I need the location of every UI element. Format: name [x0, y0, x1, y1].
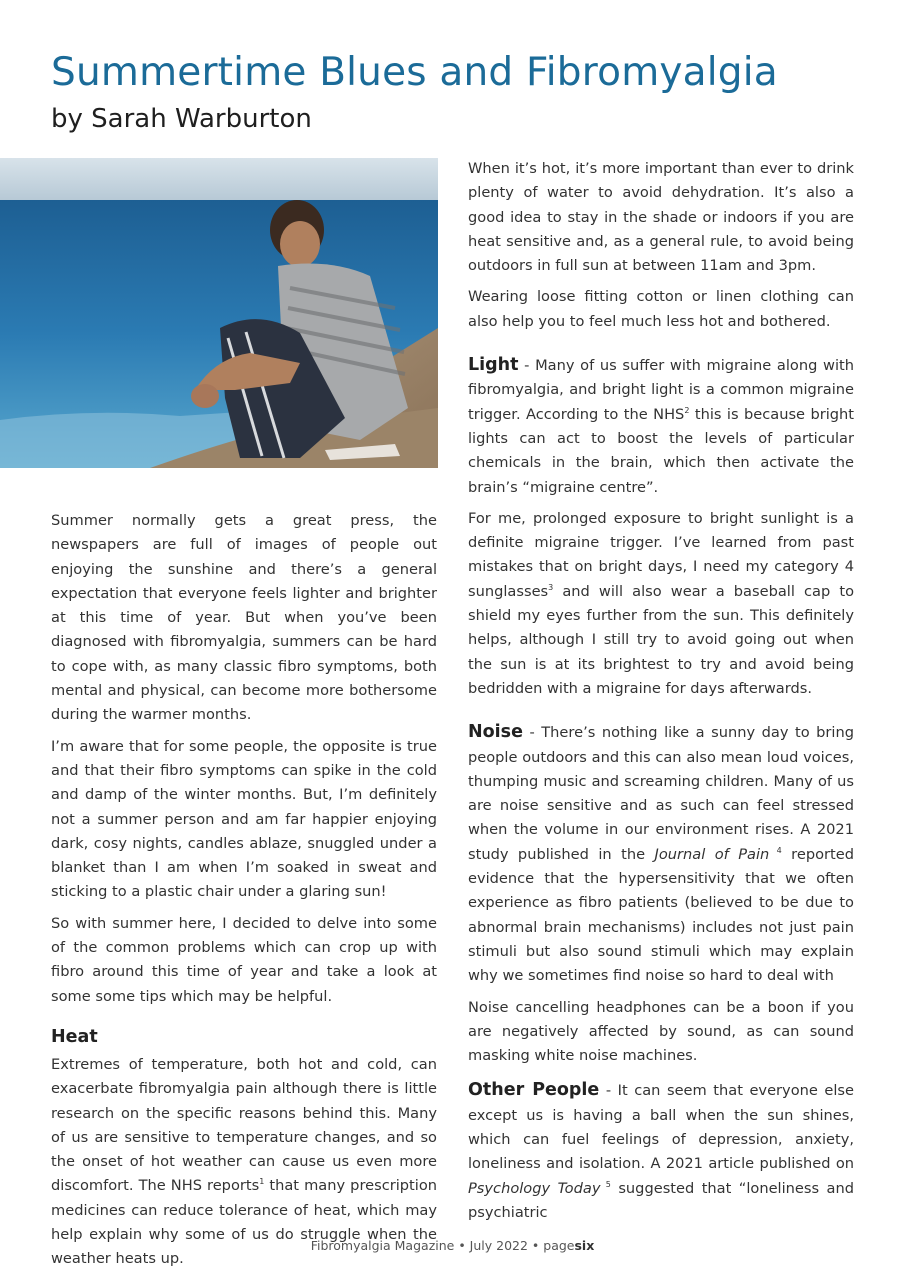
- issue-date: July 2022: [469, 1238, 528, 1253]
- intro-paragraph-1: Summer normally gets a great press, the newspapers are full of images of people out enjoying the sunshine and there’s a general expectation that everyone feels lighter and brighter at this time of year. But when you’ve been diagnosed with fibromyalgia, summers can be hard to cope with, as many classic fibro symptoms, both mental and physical, can become more bothersome during the warmer months.: [51, 512, 437, 724]
- heat-paragraph-2: When it’s hot, it’s more important than ever to drink plenty of water to avoid dehydration. It’s also a good idea to stay in the shade or indoors if you are heat sensitive and, as a general rule, to avoid being outdoors in full sun at between 11am and 3pm.: [468, 160, 854, 275]
- heat-paragraph-1: Extremes of temperature, both hot and cold, can exacerbate fibromyalgia pain although there is little research on the specific reasons behind this. Many of us are sensitive to temperature changes, and so the onset of hot weather can cause us even more discomfort. The NHS reports$^1$ that many prescription medicines can reduce tolerance of heat, which may help explain why some of us do struggle when the weather heats up.: [51, 1055, 438, 1268]
- beach-photo: [0, 158, 438, 468]
- page-footer: Fibromyalgia Magazine • July 2022 • pagesix: [310, 1238, 595, 1253]
- noise-paragraph-2: Noise cancelling headphones can be a boon if you are negatively affected by sound, as can sound masking white noise machines.: [468, 998, 854, 1065]
- noise-heading: Noise: [468, 722, 523, 743]
- footnote-ref: 5: [600, 1179, 611, 1189]
- footnote-ref: 4: [769, 845, 782, 855]
- footnote-ref: 2: [684, 405, 690, 415]
- article-byline: by Sarah Warburton: [51, 104, 312, 134]
- footnote-ref: 3: [548, 582, 554, 592]
- heat-paragraph-3: Wearing loose fitting cotton or linen clothing can also help you to feel much less hot and bothered.: [468, 288, 854, 330]
- article-title: Summertime Blues and Fibromyalgia: [51, 50, 778, 95]
- right-column: [468, 157, 854, 1232]
- intro-paragraph-3: So with summer here, I decided to delve into some of the common problems which can crop up with fibro around this time of year and take a look at some some tips which may be helpful.: [51, 914, 437, 1005]
- light-heading: Light: [468, 355, 519, 376]
- left-column: [51, 509, 437, 1279]
- other-people-paragraph: Other People - It can seem that everyone else except us is having a ball when the sun shines, which can fuel feelings of depression, anxiety, loneliness and isolation. A 2021 article published on Psychology Today $^5$ suggested that “loneliness and psychiatric: [468, 1080, 854, 1221]
- noise-paragraph-1: Noise - There’s nothing like a sunny day to bring people outdoors and this can also mean loud voices, thumping music and screaming children. Many of us are noise sensitive and as such can feel stressed when the volume in our environment rises. A 2021 study published in the Journal of Pain $^4$ reported evidence that the hypersensitivity that we often experience as fibro patients (believed to be due to abnormal brain mechanisms) includes not just pain stimuli but also sound stimuli which may explain why we sometimes find noise so hard to deal with: [468, 722, 854, 985]
- light-paragraph-2: For me, prolonged exposure to bright sunlight is a definite migraine trigger. I’ve learned from past mistakes that on bright days, I need my category 4 sunglasses$^3$ and will also wear a baseball cap to shield my eyes further from the sun. This definitely helps, although I still try to avoid going out when the sun is at its brightest to try and avoid being bedridden with a migraine for days afterwards.: [468, 509, 854, 697]
- page-number: six: [574, 1238, 595, 1253]
- intro-paragraph-2: I’m aware that for some people, the opposite is true and that their fibro symptoms can spike in the cold and damp of the winter months. But, I’m definitely not a summer person and am far happier enjoying dark, cosy nights, candles ablaze, snuggled under a blanket than I am when I’m soaked in sweat and sticking to a plastic chair under a glaring sun!: [51, 737, 437, 901]
- magazine-name: Fibromyalgia Magazine: [310, 1238, 455, 1253]
- other-people-heading: Other People: [468, 1080, 600, 1101]
- heat-heading: Heat: [51, 1026, 98, 1047]
- light-paragraph-1: Light - Many of us suffer with migraine along with fibromyalgia, and bright light is a common migraine trigger. According to the NHS$^2$ this is because bright lights can act to boost the levels of particular chemicals in the brain, which then activate the brain’s “migraine centre”.: [468, 355, 855, 496]
- footnote-ref: 1: [259, 1177, 265, 1187]
